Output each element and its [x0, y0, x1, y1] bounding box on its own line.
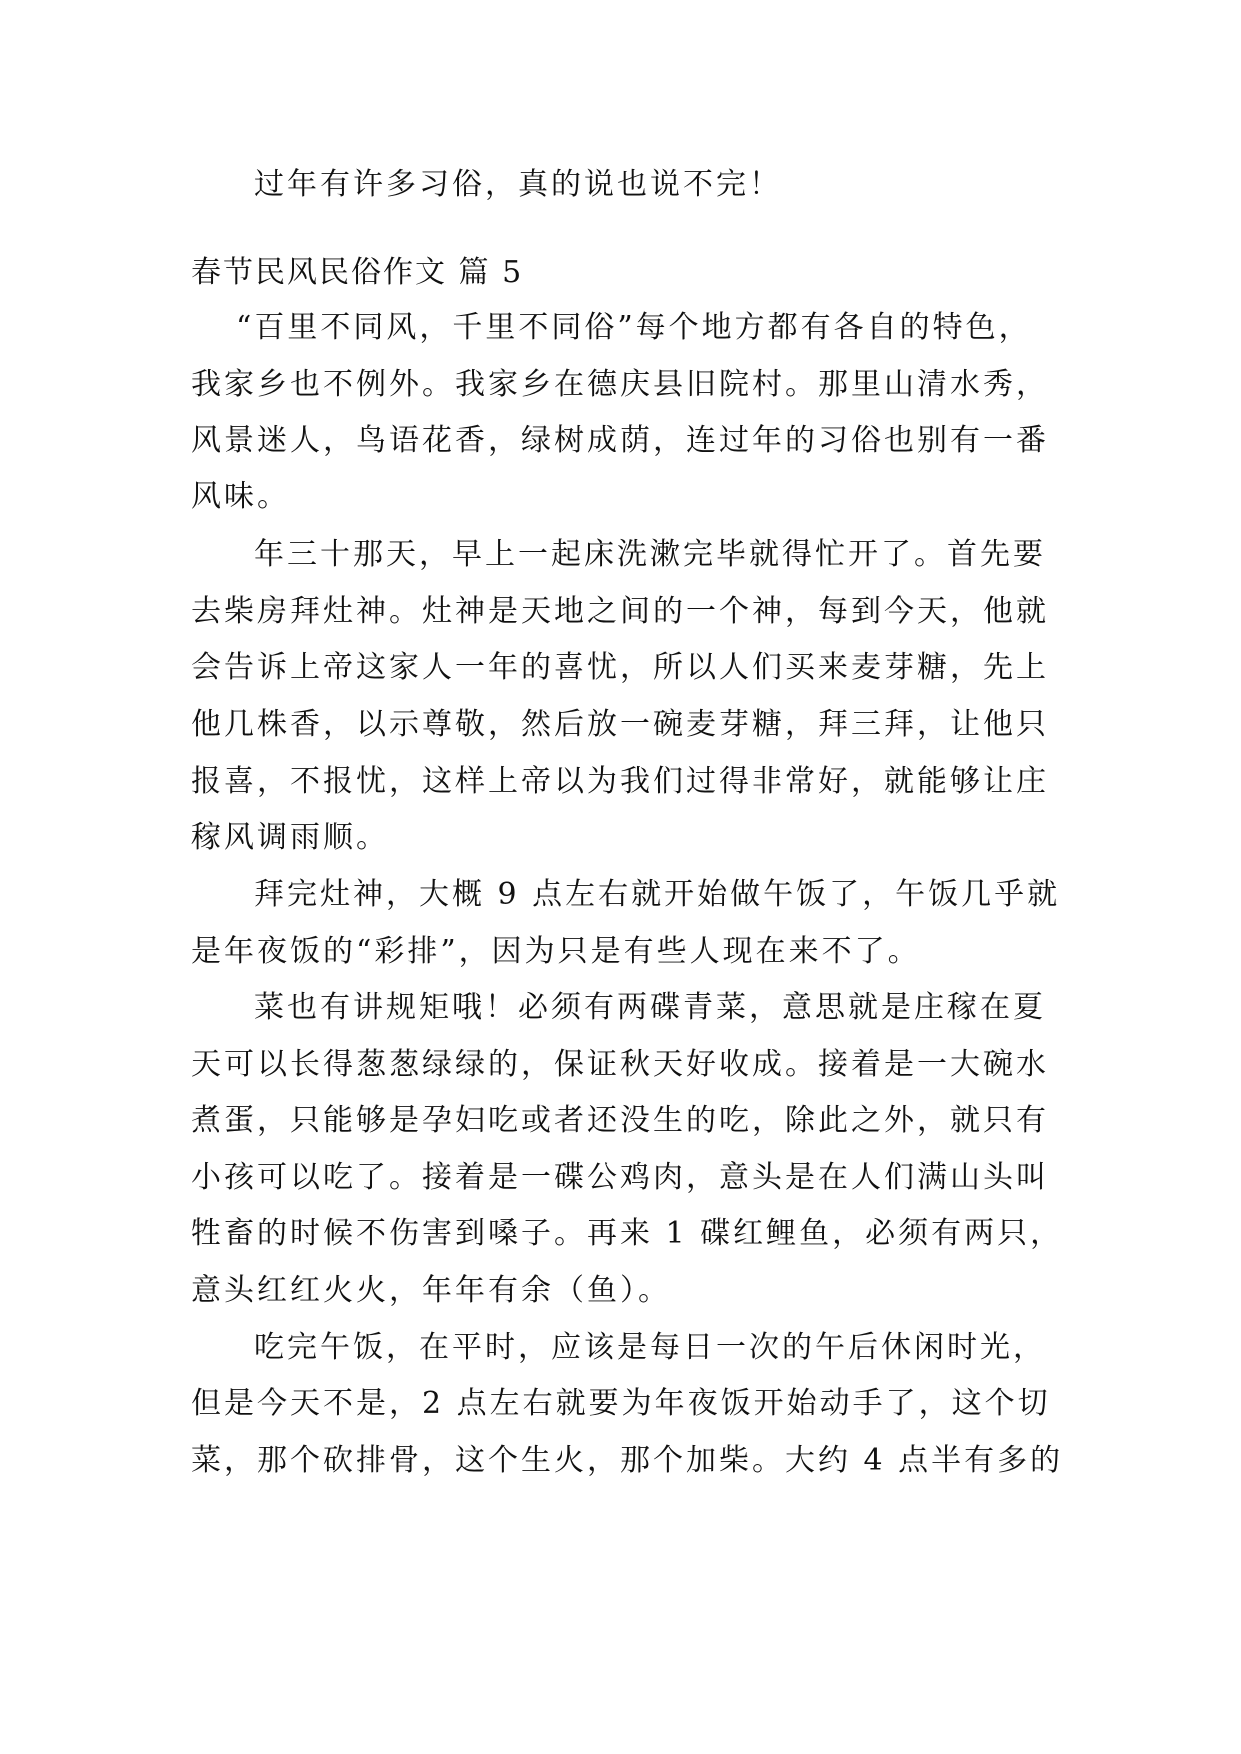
paragraph-line: 会告诉上帝这家人一年的喜忧，所以人们买来麦芽糖，先上	[191, 650, 1049, 685]
paragraph-line: 小孩可以吃了。接着是一碟公鸡肉，意头是在人们满山头叫	[191, 1160, 1049, 1195]
paragraph-line: 报喜，不报忧，这样上帝以为我们过得非常好，就能够让庄	[191, 764, 1049, 799]
paragraph-line: 天可以长得葱葱绿绿的，保证秋天好收成。接着是一大碗水	[191, 1047, 1049, 1082]
intro-line: 过年有许多习俗，真的说也说不完！	[254, 167, 782, 202]
paragraph-line: 风味。	[191, 479, 290, 514]
paragraph-line: 但是今天不是，2 点左右就要为年夜饭开始动手了，这个切	[191, 1386, 1051, 1421]
paragraph-line: 菜，那个砍排骨，这个生火，那个加柴。大约 4 点半有多的	[191, 1443, 1064, 1478]
paragraph-line: 菜也有讲规矩哦！必须有两碟青菜，意思就是庄稼在夏	[254, 990, 1046, 1025]
paragraph-line: 年三十那天，早上一起床洗漱完毕就得忙开了。首先要	[254, 537, 1046, 572]
paragraph-line: 吃完午饭，在平时，应该是每日一次的午后休闲时光，	[254, 1330, 1046, 1365]
paragraph-line: 去柴房拜灶神。灶神是天地之间的一个神，每到今天，他就	[191, 594, 1049, 629]
paragraph-line: 意头红红火火，年年有余（鱼）。	[191, 1273, 671, 1308]
paragraph-line: 他几株香，以示尊敬，然后放一碗麦芽糖，拜三拜，让他只	[191, 707, 1049, 742]
paragraph-line: “百里不同风，千里不同俗”每个地方都有各自的特色，	[236, 310, 1032, 345]
paragraph-line: 是年夜饭的“彩排”，因为只是有些人现在来不了。	[191, 934, 921, 969]
paragraph-line: 牲畜的时候不伤害到嗓子。再来 1 碟红鲤鱼，必须有两只，	[191, 1216, 1064, 1251]
paragraph-line: 煮蛋，只能够是孕妇吃或者还没生的吃，除此之外，就只有	[191, 1103, 1049, 1138]
paragraph-line: 稼风调雨顺。	[191, 820, 389, 855]
paragraph-line: 我家乡也不例外。我家乡在德庆县旧院村。那里山清水秀，	[191, 367, 1049, 402]
paragraph-line: 风景迷人，鸟语花香，绿树成荫，连过年的习俗也别有一番	[191, 423, 1049, 458]
paragraph-line: 拜完灶神，大概 9 点左右就开始做午饭了，午饭几乎就	[254, 877, 1061, 912]
section-title: 春节民风民俗作文 篇 5	[191, 255, 524, 290]
